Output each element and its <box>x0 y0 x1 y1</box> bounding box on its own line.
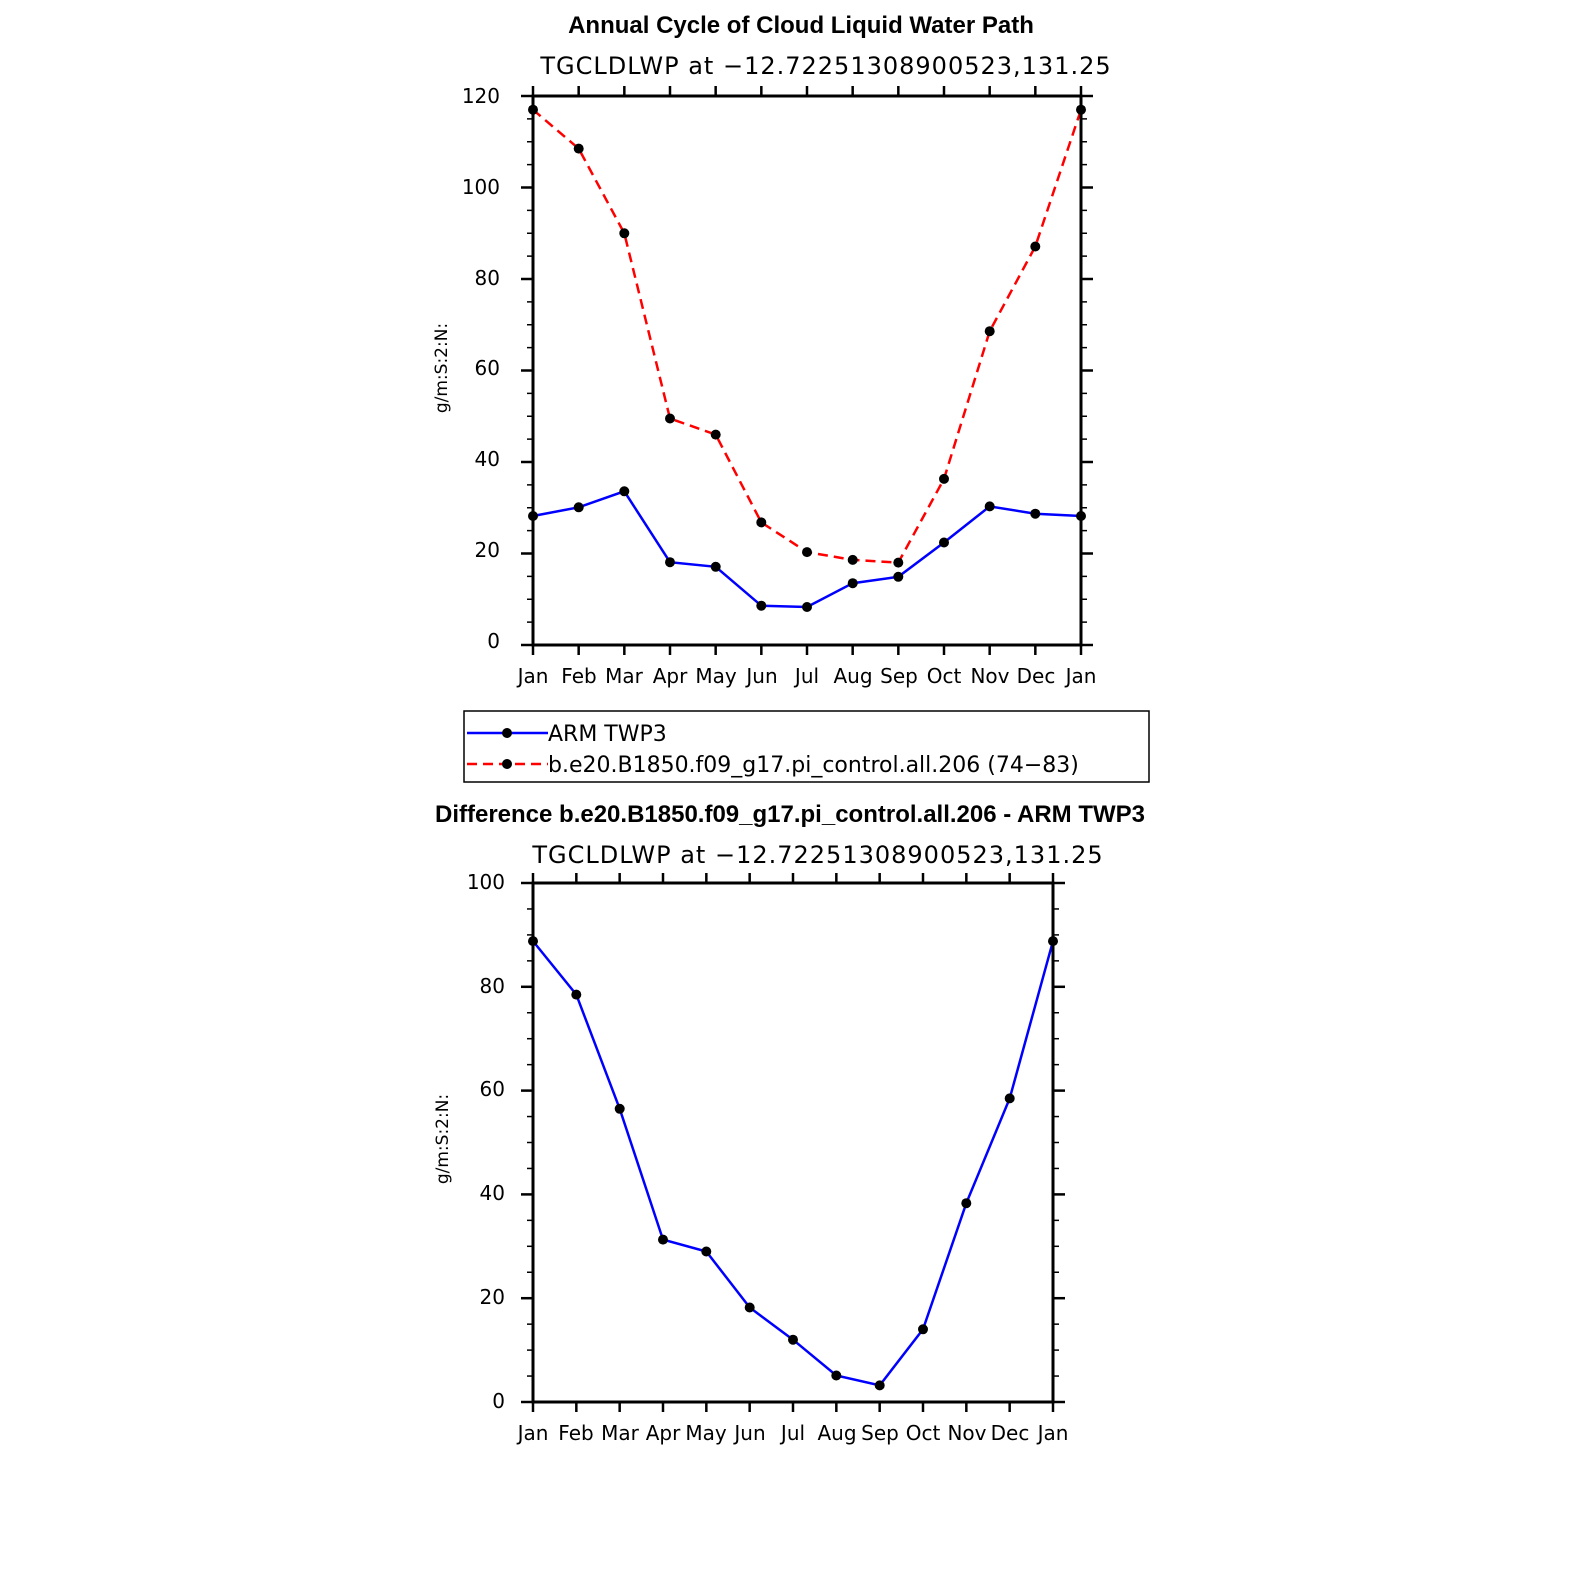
x-tick-label: Jan <box>1065 664 1097 688</box>
plot-series <box>528 105 1086 612</box>
data-point <box>711 430 721 440</box>
data-point <box>939 474 949 484</box>
x-tick-label: Mar <box>601 1421 639 1445</box>
data-point <box>939 538 949 548</box>
data-point <box>918 1324 928 1334</box>
data-point <box>802 547 812 557</box>
data-point <box>848 555 858 565</box>
chart-title: Annual Cycle of Cloud Liquid Water Path <box>568 12 1034 39</box>
legend-label-model: b.e20.B1850.f09_g17.pi_control.all.206 (74−83) <box>548 753 1079 778</box>
legend-marker-arm <box>502 728 512 738</box>
y-tick-label: 120 <box>461 84 500 108</box>
x-tick-label: Feb <box>561 664 597 688</box>
y-tick-label: 40 <box>479 1181 505 1205</box>
y-tick-label: 0 <box>487 629 500 653</box>
legend-marker-model <box>502 759 512 769</box>
y-tick-label: 20 <box>479 1285 505 1309</box>
legend-entry-model <box>467 753 1079 778</box>
x-tick-label: Apr <box>652 664 688 688</box>
x-tick-label: May <box>695 664 737 688</box>
data-point <box>619 486 629 496</box>
x-tick-label: Mar <box>605 664 643 688</box>
y-tick-label: 0 <box>492 1389 505 1413</box>
chart-title: Difference b.e20.B1850.f09_g17.pi_control.all.206 - ARM TWP3 <box>434 801 1146 828</box>
x-tick-label: Jun <box>734 1421 766 1445</box>
data-point <box>658 1235 668 1245</box>
difference-panel <box>433 801 1145 1445</box>
data-point <box>985 326 995 336</box>
x-tick-label: May <box>685 1421 727 1445</box>
y-tick-label: 80 <box>479 974 505 998</box>
axis-ticks <box>521 86 1093 655</box>
chart-subtitle: TGCLDLWP at −12.72251308900523,131.25 <box>532 841 1104 869</box>
y-tick-label: 60 <box>474 356 500 380</box>
x-tick-label: Jan <box>1037 1421 1069 1445</box>
data-point <box>665 414 675 424</box>
y-tick-label: 60 <box>479 1077 505 1101</box>
y-tick-label: 40 <box>474 447 500 471</box>
y-tick-label: 80 <box>474 266 500 290</box>
data-point <box>615 1104 625 1114</box>
legend-label-arm: ARM TWP3 <box>548 722 667 747</box>
x-tick-label: Oct <box>905 1421 941 1445</box>
x-tick-label: Sep <box>861 1421 899 1445</box>
data-point <box>985 501 995 511</box>
y-tick-labels <box>467 870 505 1413</box>
data-point <box>875 1380 885 1390</box>
x-tick-label: Jan <box>517 664 549 688</box>
y-tick-label: 100 <box>466 870 505 894</box>
series-line-0 <box>533 941 1053 1385</box>
data-point <box>893 572 903 582</box>
y-axis-label: g/m:S:2:N: <box>433 1093 453 1185</box>
x-tick-label: Jan <box>517 1421 549 1445</box>
x-tick-label: Aug <box>833 664 873 688</box>
data-point <box>619 228 629 238</box>
x-tick-labels <box>516 664 1097 688</box>
plot-frame <box>533 96 1081 645</box>
x-tick-label: Nov <box>947 1421 987 1445</box>
x-tick-label: Aug <box>817 1421 857 1445</box>
y-tick-label: 100 <box>461 175 500 199</box>
data-point <box>574 502 584 512</box>
y-tick-labels <box>462 84 500 653</box>
data-point <box>893 558 903 568</box>
data-point <box>711 562 721 572</box>
x-tick-label: Apr <box>645 1421 681 1445</box>
data-point <box>788 1335 798 1345</box>
x-tick-label: Oct <box>926 664 962 688</box>
data-point <box>574 144 584 154</box>
data-point <box>701 1247 711 1257</box>
data-point <box>756 601 766 611</box>
chart-subtitle: TGCLDLWP at −12.72251308900523,131.25 <box>540 52 1112 80</box>
data-point <box>848 578 858 588</box>
data-point <box>831 1371 841 1381</box>
legend <box>464 711 1149 782</box>
data-point <box>961 1198 971 1208</box>
data-point <box>1005 1093 1015 1103</box>
y-axis-label: g/m:S:2:N: <box>432 322 452 414</box>
data-point <box>756 517 766 527</box>
x-tick-label: Jun <box>746 664 778 688</box>
x-tick-label: Jul <box>780 1421 806 1445</box>
data-point <box>1030 509 1040 519</box>
axis-ticks <box>521 873 1065 1412</box>
x-tick-label: Dec <box>1016 664 1056 688</box>
x-tick-label: Sep <box>880 664 918 688</box>
data-point <box>1030 242 1040 252</box>
plot-frame <box>533 883 1053 1402</box>
y-tick-label: 20 <box>474 538 500 562</box>
x-tick-label: Jul <box>794 664 820 688</box>
x-tick-labels <box>516 1421 1069 1445</box>
x-tick-label: Dec <box>990 1421 1030 1445</box>
x-tick-label: Nov <box>970 664 1010 688</box>
data-point <box>802 602 812 612</box>
x-tick-label: Feb <box>558 1421 594 1445</box>
data-point <box>745 1303 755 1313</box>
data-point <box>665 557 675 567</box>
annual-cycle-panel <box>432 12 1112 688</box>
plot-series <box>528 936 1058 1390</box>
data-point <box>571 990 581 1000</box>
